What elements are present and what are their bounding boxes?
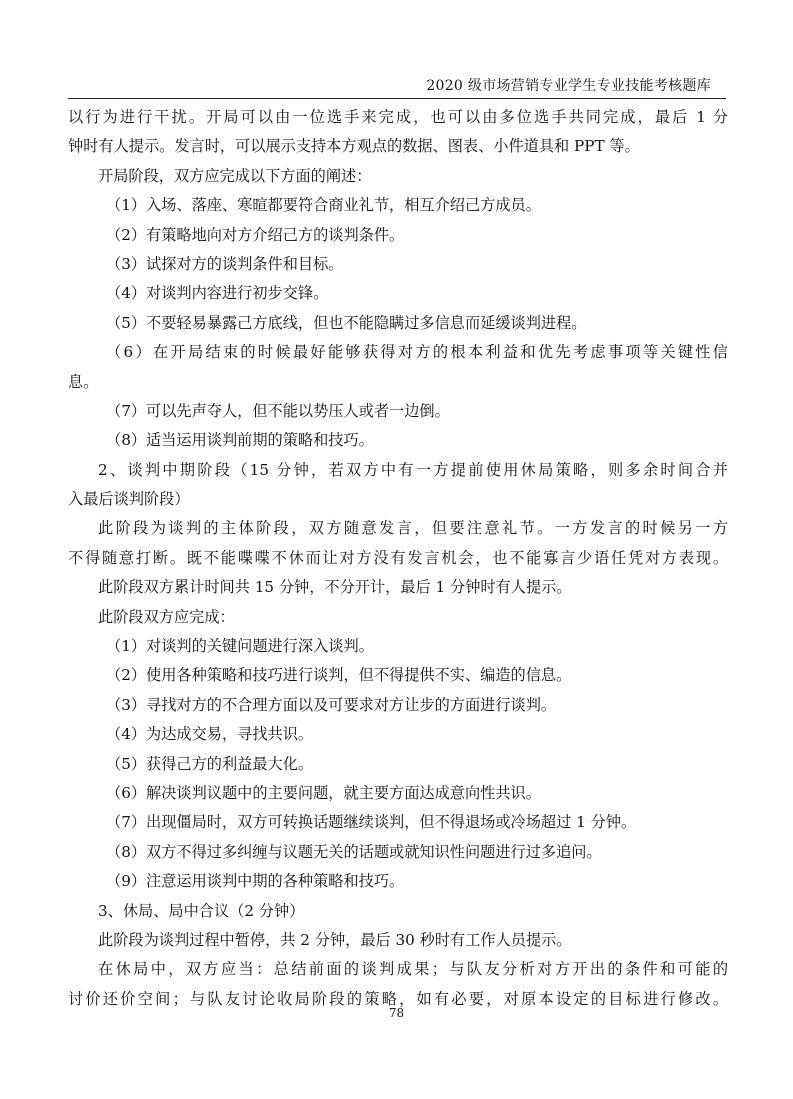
- list-item: （5）不要轻易暴露己方底线，但也不能隐瞒过多信息而延缓谈判进程。: [106, 313, 587, 332]
- body-text: [68, 103, 728, 1014]
- list-item: （4）对谈判内容进行初步交锋。: [106, 284, 329, 303]
- list-item: （1）入场、落座、寒暄都要符合商业礼节，相互介绍己方成员。: [106, 196, 541, 215]
- page-number: 78: [388, 1006, 405, 1020]
- list-item: （2）有策略地向对方介绍己方的谈判条件。: [106, 225, 405, 244]
- list-item: （8）双方不得过多纠缠与议题无关的话题或就知识性问题进行过多追问。: [106, 842, 602, 861]
- text-line: 讨价还价空间；与队友讨论收局阶段的策略，如有必要，对原本设定的目标进行修改。: [68, 989, 728, 1008]
- text-line: 此阶段双方应完成：: [98, 607, 235, 626]
- list-item: （6）解决谈判议题中的主要问题，就主要方面达成意向性共识。: [106, 783, 541, 802]
- text-line: 在休局中，双方应当：总结前面的谈判成果；与队友分析对方开出的条件和可能的: [98, 960, 728, 979]
- text-line: 此阶段为谈判的主体阶段，双方随意发言，但要注意礼节。一方发言的时候另一方: [98, 519, 728, 538]
- list-item: （1）对谈判的关键问题进行深入谈判。: [106, 637, 374, 656]
- text-line: 开局阶段，双方应完成以下方面的阐述：: [98, 166, 372, 185]
- list-item: （7）出现僵局时，双方可转换话题继续谈判，但不得退场或冷场超过 1 分钟。: [106, 813, 637, 832]
- text-line: 入最后谈判阶段）: [68, 490, 190, 509]
- list-item: （5）获得己方的利益最大化。: [106, 754, 314, 773]
- running-header: 2020 级市场营销专业学生专业技能考核题库: [426, 78, 711, 94]
- list-item: （7）可以先声夺人，但不能以势压人或者一边倒。: [106, 401, 450, 420]
- list-item: （4）为达成交易，寻找共识。: [106, 725, 314, 744]
- text-line: 此阶段为谈判过程中暂停，共 2 分钟，最后 30 秒时有工作人员提示。: [98, 930, 572, 949]
- list-item: （3）寻找对方的不合理方面以及可要求对方让步的方面进行谈判。: [106, 695, 557, 714]
- list-item: （2）使用各种策略和技巧进行谈判，但不得提供不实、编造的信息。: [106, 666, 572, 685]
- list-item: （6）在开局结束的时候最好能够获得对方的根本利益和优先考虑事项等关键性信: [106, 343, 728, 362]
- section-heading: 3、休局、局中合议（2 分钟）: [98, 901, 305, 920]
- header-rule: [68, 98, 726, 99]
- section-heading: 2、谈判中期阶段（15 分钟，若双方中有一方提前使用休局策略，则多余时间合并: [98, 460, 728, 479]
- list-item: （9）注意运用谈判中期的各种策略和技巧。: [106, 872, 405, 891]
- list-item: （3）试探对方的谈判条件和目标。: [106, 254, 344, 273]
- text-line: 息。: [68, 372, 99, 391]
- text-line: 以行为进行干扰。开局可以由一位选手来完成，也可以由多位选手共同完成，最后 1 分: [68, 108, 728, 126]
- text-line: 不得随意打断。既不能喋喋不休而让对方没有发言机会，也不能寡言少语任凭对方表现。: [68, 548, 728, 567]
- list-item: （8）适当运用谈判前期的策略和技巧。: [106, 431, 374, 450]
- text-line: 此阶段双方累计时间共 15 分钟，不分开计，最后 1 分钟时有人提示。: [98, 578, 572, 597]
- text-line: 钟时有人提示。发言时，可以展示支持本方观点的数据、图表、小件道具和 PPT 等。: [68, 137, 640, 156]
